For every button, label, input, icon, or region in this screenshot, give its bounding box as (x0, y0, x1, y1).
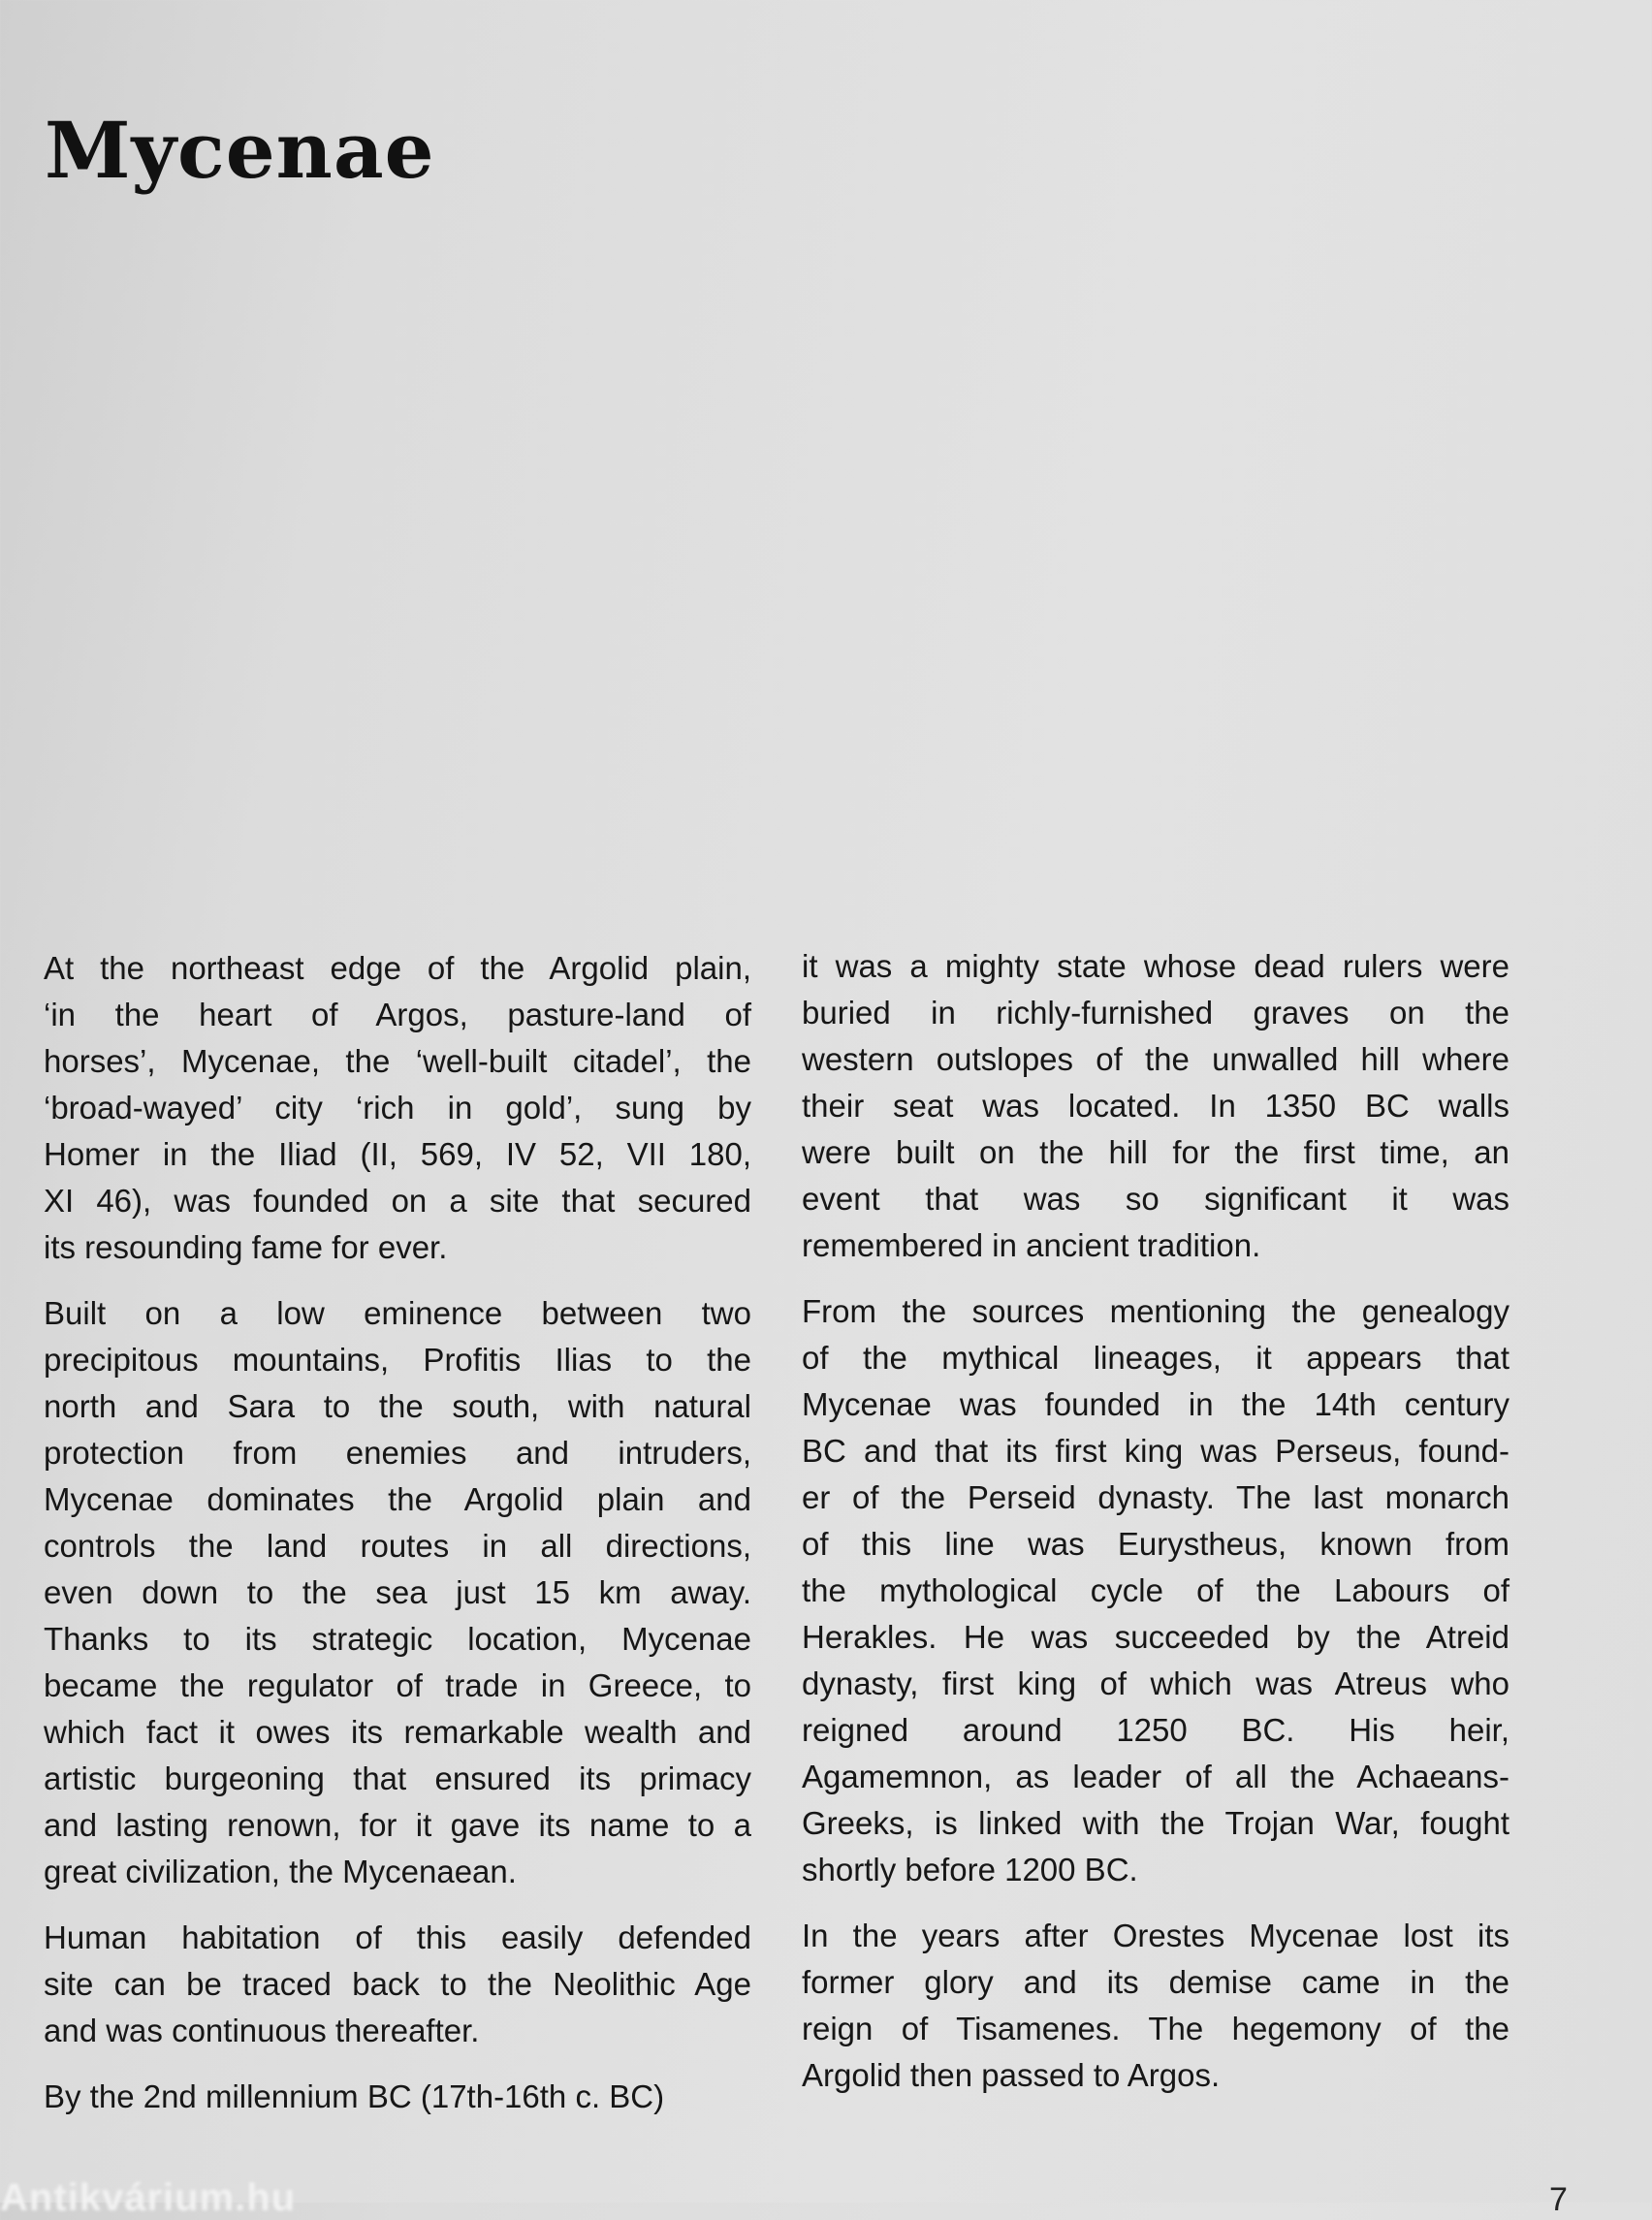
text-line: ‘in the heart of Argos, pasture-land of (44, 997, 751, 1032)
text-line: dynasty, first king of which was Atreus who (802, 1665, 1509, 1701)
text-line: Human habitation of this easily defended (44, 1919, 751, 1955)
text-line: controls the land routes in all directions, (44, 1528, 751, 1564)
text-line: reigned around 1250 BC. His heir, (802, 1712, 1509, 1748)
text-line: even down to the sea just 15 km away. (44, 1574, 751, 1610)
text-line: Mycenae was founded in the 14th century (802, 1386, 1509, 1422)
text-line: and lasting renown, for it gave its name to a (44, 1807, 751, 1843)
text-line: event that was so significant it was (802, 1181, 1509, 1217)
text-line: remembered in ancient tradition. (802, 1227, 1261, 1263)
paragraph (44, 2074, 751, 2120)
text-line: which fact it owes its remarkable wealth and (44, 1714, 751, 1750)
right-text-column (802, 943, 1509, 2118)
text-line: became the regulator of trade in Greece, to (44, 1667, 751, 1703)
text-line: buried in richly-furnished graves on the (802, 995, 1509, 1031)
text-line: er of the Perseid dynasty. The last monarch (802, 1479, 1509, 1515)
text-line: and was continuous thereafter. (44, 2013, 480, 2048)
text-line: were built on the hill for the first time, an (802, 1134, 1509, 1170)
text-line: Argolid then passed to Argos. (802, 2057, 1221, 2093)
text-line: western outslopes of the unwalled hill where (802, 1041, 1509, 1077)
text-line: former glory and its demise came in the (802, 1964, 1509, 2000)
text-line: the mythological cycle of the Labours of (802, 1572, 1509, 1608)
text-line: site can be traced back to the Neolithic Age (44, 1966, 751, 2002)
page-number: 7 (1549, 2181, 1568, 2218)
text-line: artistic burgeoning that ensured its primacy (44, 1760, 751, 1796)
text-line: BC and that its first king was Perseus, found- (802, 1433, 1509, 1469)
text-line: it was a mighty state whose dead rulers were (802, 948, 1509, 984)
text-line: XI 46), was founded on a site that secured (44, 1183, 751, 1219)
text-line: Herakles. He was succeeded by the Atreid (802, 1619, 1509, 1655)
text-line: Homer in the Iliad (II, 569, IV 52, VII 180, (44, 1136, 751, 1172)
text-line: horses’, Mycenae, the ‘well-built citadel’, the (44, 1043, 751, 1079)
text-line: At the northeast edge of the Argolid plain, (44, 950, 751, 986)
text-line: of this line was Eurystheus, known from (802, 1526, 1509, 1562)
text-line: protection from enemies and intruders, (44, 1435, 751, 1471)
left-text-column (44, 945, 751, 2140)
paragraph (44, 1290, 751, 1895)
text-line: great civilization, the Mycenaean. (44, 1854, 517, 1889)
text-line: precipitous mountains, Profitis Ilias to the (44, 1342, 751, 1378)
paragraph (802, 1288, 1509, 1893)
text-line: Built on a low eminence between two (44, 1295, 751, 1331)
paragraph (44, 1915, 751, 2054)
text-line: Agamemnon, as leader of all the Achaeans- (802, 1759, 1509, 1794)
text-line: their seat was located. In 1350 BC walls (802, 1088, 1509, 1124)
text-line: By the 2nd millennium BC (17th-16th c. BC) (44, 2078, 665, 2114)
text-line: reign of Tisamenes. The hegemony of the (802, 2011, 1509, 2046)
text-line: of the mythical lineages, it appears that (802, 1340, 1509, 1376)
text-line: shortly before 1200 BC. (802, 1852, 1138, 1887)
text-line: Thanks to its strategic location, Mycenae (44, 1621, 751, 1657)
paragraph (44, 945, 751, 1271)
text-line: Mycenae dominates the Argolid plain and (44, 1481, 751, 1517)
text-line: its resounding fame for ever. (44, 1229, 448, 1265)
paragraph (802, 943, 1509, 1269)
text-line: Greeks, is linked with the Trojan War, fought (802, 1805, 1509, 1841)
text-line: ‘broad-wayed’ city ‘rich in gold’, sung by (44, 1090, 751, 1126)
page-title: Mycenae (45, 105, 435, 196)
paragraph (802, 1913, 1509, 2099)
text-line: north and Sara to the south, with natural (44, 1388, 751, 1424)
text-line: From the sources mentioning the genealogy (802, 1293, 1509, 1329)
text-line: In the years after Orestes Mycenae lost its (802, 1918, 1509, 1953)
watermark: Antikvárium.hu (0, 2176, 297, 2219)
